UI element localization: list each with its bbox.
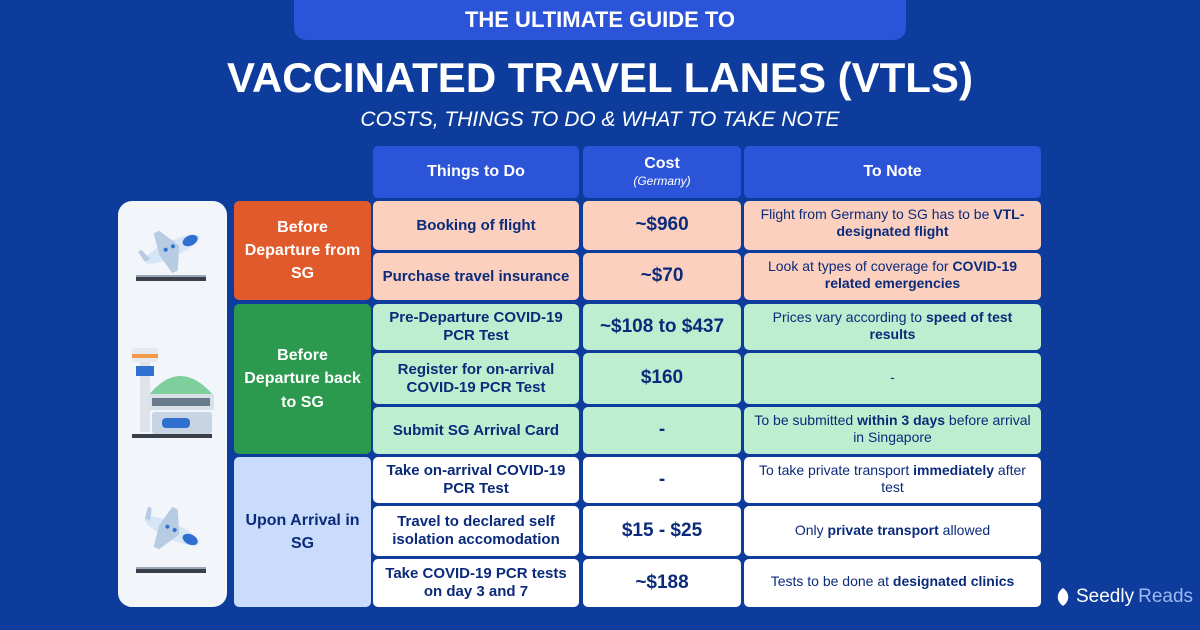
header-to-note-label: To Note: [863, 162, 922, 180]
note-emphasis: within 3 days: [857, 412, 946, 428]
cost-cell: $15 - $25: [583, 506, 741, 556]
note-text: Flight from Germany to SG has to be: [760, 206, 994, 222]
todo-cell: Pre-Departure COVID-19 PCR Test: [373, 304, 579, 350]
note-cell: [744, 457, 1041, 503]
todo-cell: Booking of flight: [373, 201, 579, 250]
section-label: Before Departure back to SG: [244, 347, 361, 411]
note-text: Only: [794, 522, 828, 538]
cost-cell: ~$960: [583, 201, 741, 250]
note-text: To be submitted: [754, 412, 858, 428]
note-cell: [744, 253, 1041, 300]
note-cell: [744, 201, 1041, 250]
todo-cell: Take COVID-19 PCR tests on day 3 and 7: [373, 559, 579, 607]
page-title: VACCINATED TRAVEL LANES (VTLS): [227, 54, 973, 101]
note-text: before arrival in Singapore: [853, 412, 1031, 445]
section-upon-arrival-in-sg: [234, 457, 371, 607]
page-subtitle: COSTS, THINGS TO DO & WHAT TO TAKE NOTE: [360, 108, 840, 131]
note-emphasis: designated clinics: [892, 573, 1015, 589]
header-cost-label: Cost: [644, 155, 680, 173]
header-to-note: [744, 146, 1041, 198]
todo-cell: Register for on-arrival COVID-19 PCR Test: [373, 353, 579, 404]
note-text: -: [890, 369, 895, 385]
note-cell: [744, 506, 1041, 556]
note-emphasis: VTL-designated flight: [836, 206, 1025, 239]
airport-control-tower-icon: [118, 336, 227, 466]
todo-cell: Submit SG Arrival Card: [373, 407, 579, 454]
note-emphasis: private transport: [827, 522, 939, 538]
todo-cell: Take on-arrival COVID-19 PCR Test: [373, 457, 579, 503]
section-label: Upon Arrival in SG: [245, 511, 360, 552]
icon-panel: [118, 201, 227, 607]
airplane-landing-icon: [118, 491, 227, 601]
section-before-departure-from-sg: [234, 201, 371, 300]
cost-cell: ~$70: [583, 253, 741, 300]
note-emphasis: immediately: [913, 462, 995, 478]
note-emphasis: speed of test results: [869, 309, 1013, 342]
note-text: Tests to be done at: [770, 573, 893, 589]
note-cell: [744, 407, 1041, 454]
todo-cell: Purchase travel insurance: [373, 253, 579, 300]
header-cost: [583, 146, 741, 198]
note-text: allowed: [938, 522, 991, 538]
note-cell: [744, 559, 1041, 607]
todo-cell: Travel to declared self isolation accomodation: [373, 506, 579, 556]
note-cell: [744, 304, 1041, 350]
note-cell: [744, 353, 1041, 404]
seedly-leaf-icon: [1054, 587, 1072, 607]
note-text: To take private transport: [759, 462, 914, 478]
logo-text-seedly: Seedly: [1076, 586, 1135, 607]
note-text: Prices vary according to: [772, 309, 926, 325]
airplane-takeoff-icon: [118, 209, 227, 319]
header-cost-sub: (Germany): [633, 174, 691, 189]
logo-text-reads: Reads: [1138, 586, 1194, 607]
header-things-to-do-label: Things to Do: [427, 162, 525, 180]
section-before-departure-back-to-sg: [234, 304, 371, 454]
header-things-to-do: [373, 146, 579, 198]
cost-cell: -: [583, 407, 741, 454]
section-label: Before Departure from SG: [244, 218, 361, 283]
note-text: Look at types of coverage for: [767, 258, 953, 274]
banner: THE ULTIMATE GUIDE TO: [294, 0, 906, 40]
cost-cell: -: [583, 457, 741, 503]
note-text: after test: [881, 462, 1026, 495]
cost-cell: $160: [583, 353, 741, 404]
note-emphasis: COVID-19 related emergencies: [824, 258, 1018, 291]
seedly-reads-logo: [1054, 586, 1193, 608]
cost-cell: ~$188: [583, 559, 741, 607]
cost-cell: ~$108 to $437: [583, 304, 741, 350]
